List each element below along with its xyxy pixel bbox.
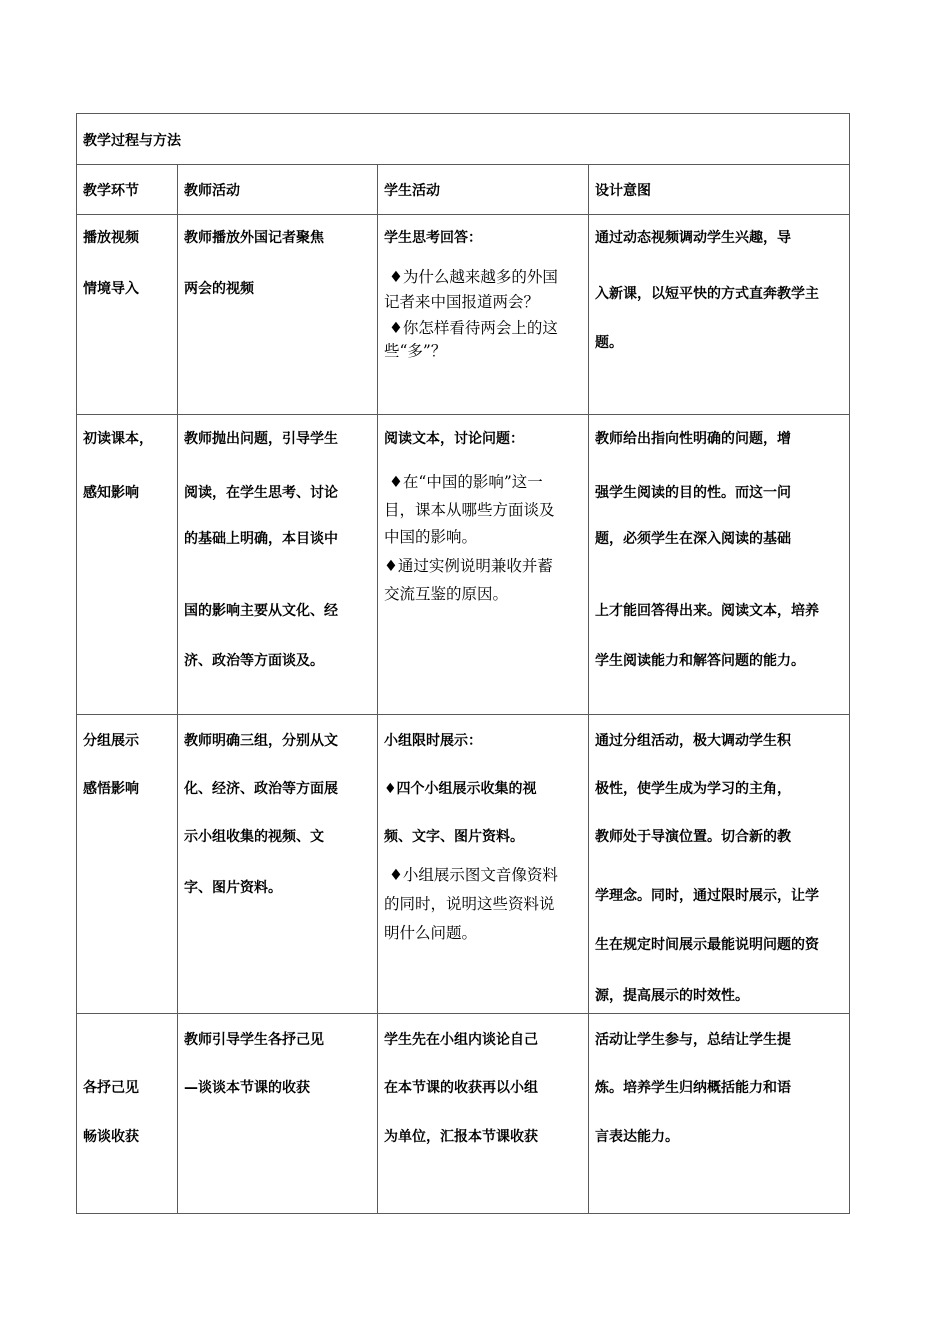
intent-cell-line: 活动让学生参与，总结让学生提 [595, 1032, 791, 1048]
student-cell-line: 记者来中国报道两会？ [384, 293, 540, 311]
intent-cell-line: 极性，使学生成为学习的主角， [595, 781, 791, 797]
intent-cell-line: 通过分组活动，极大调动学生积 [595, 733, 791, 749]
teacher-cell-line: —谈谈本节课的收获 [184, 1080, 310, 1096]
intent-cell-line: 教师处于导演位置。切合新的教 [595, 829, 791, 845]
stage-cell-line: 感悟影响 [83, 781, 139, 797]
teacher-cell-line: 阅读，在学生思考、讨论 [184, 485, 338, 501]
teacher-cell-line: 两会的视频 [184, 281, 254, 297]
teacher-cell-line: 济、政治等方面谈及。 [184, 653, 324, 669]
intent-cell-line: 炼。培养学生归纳概括能力和语 [595, 1080, 791, 1096]
teacher-cell-line: 化、经济、政治等方面展 [184, 781, 338, 797]
student-cell-line: 明什么问题。 [384, 924, 478, 942]
teacher-cell-line: 国的影响主要从文化、经 [184, 603, 338, 619]
teacher-cell-line: 教师播放外国记者聚焦 [184, 230, 324, 246]
header-teacher-activity: 教师活动 [184, 183, 240, 199]
student-cell-line: ♦通过实例说明兼收并蓄 [384, 557, 553, 575]
header-design-intent: 设计意图 [595, 183, 651, 199]
stage-cell-line: 播放视频 [83, 230, 139, 246]
header-student-activity: 学生活动 [384, 183, 440, 199]
student-cell-line: 在本节课的收获再以小组 [384, 1080, 538, 1096]
student-cell-heading: 小组限时展示： [384, 733, 482, 749]
intent-cell-line: 题，必须学生在深入阅读的基础 [595, 531, 791, 547]
student-cell-line: 些“多”？ [384, 342, 447, 360]
section-title: 教学过程与方法 [83, 133, 181, 149]
intent-cell-line: 生在规定时间展示最能说明问题的资 [595, 937, 819, 953]
student-cell-line: ♦为什么越来越多的外国 [389, 268, 558, 286]
table-border-left [76, 113, 77, 1214]
student-cell-line: 中国的影响。 [384, 528, 478, 546]
teacher-cell-line: 字、图片资料。 [184, 880, 282, 896]
stage-cell-line: 畅谈收获 [83, 1129, 139, 1145]
student-cell-line: 交流互鉴的原因。 [384, 585, 509, 603]
teacher-cell-line: 教师明确三组，分别从文 [184, 733, 338, 749]
student-cell-line: ♦四个小组展示收集的视 [384, 781, 537, 797]
intent-cell-line: 学理念。同时，通过限时展示，让学 [595, 888, 819, 904]
student-cell-line: ♦在“中国的影响”这一 [389, 473, 543, 491]
table-border-top [76, 113, 850, 114]
intent-cell-line: 源，提高展示的时效性。 [595, 988, 749, 1004]
stage-cell-line: 感知影响 [83, 485, 139, 501]
stage-cell-line: 初读课本， [83, 431, 153, 447]
table-border-bottom [76, 1213, 850, 1214]
student-cell-heading: 学生先在小组内谈论自己 [384, 1032, 538, 1048]
intent-cell-line: 通过动态视频调动学生兴趣，导 [595, 230, 791, 246]
stage-cell-line: 各抒己见 [83, 1080, 139, 1096]
student-cell-line: 频、文字、图片资料。 [384, 829, 524, 845]
intent-cell-line: 学生阅读能力和解答问题的能力。 [595, 653, 805, 669]
intent-cell-line: 强学生阅读的目的性。而这一问 [595, 485, 791, 501]
column-divider [177, 164, 178, 1214]
teacher-cell-line: 示小组收集的视频、文 [184, 829, 324, 845]
teacher-cell-line: 教师抛出问题，引导学生 [184, 431, 338, 447]
table-rule [76, 414, 850, 415]
stage-cell-line: 分组展示 [83, 733, 139, 749]
student-cell-heading: 学生思考回答： [384, 230, 482, 246]
intent-cell-line: 教师给出指向性明确的问题，增 [595, 431, 791, 447]
student-cell-line: 的同时，说明这些资料说 [384, 895, 555, 913]
table-rule [76, 714, 850, 715]
teacher-cell-line: 的基础上明确，本目谈中 [184, 531, 338, 547]
table-rule [76, 1013, 850, 1014]
student-cell-line: ♦小组展示图文音像资料 [389, 866, 558, 884]
stage-cell-line: 情境导入 [83, 281, 139, 297]
student-cell-line: 为单位，汇报本节课收获 [384, 1129, 538, 1145]
intent-cell-line: 言表达能力。 [595, 1129, 679, 1145]
intent-cell-line: 上才能回答得出来。阅读文本，培养 [595, 603, 819, 619]
column-divider [588, 164, 589, 1214]
header-stage: 教学环节 [83, 183, 139, 199]
column-divider [377, 164, 378, 1214]
intent-cell-line: 题。 [595, 335, 623, 351]
table-border-right [849, 113, 850, 1214]
teacher-cell-line: 教师引导学生各抒己见 [184, 1032, 324, 1048]
student-cell-line: ♦你怎样看待两会上的这 [389, 319, 558, 337]
student-cell-heading: 阅读文本，讨论问题： [384, 431, 524, 447]
table-rule [76, 164, 850, 165]
student-cell-line: 目，课本从哪些方面谈及 [384, 501, 555, 519]
table-rule [76, 214, 850, 215]
intent-cell-line: 入新课，以短平快的方式直奔教学主 [595, 286, 819, 302]
